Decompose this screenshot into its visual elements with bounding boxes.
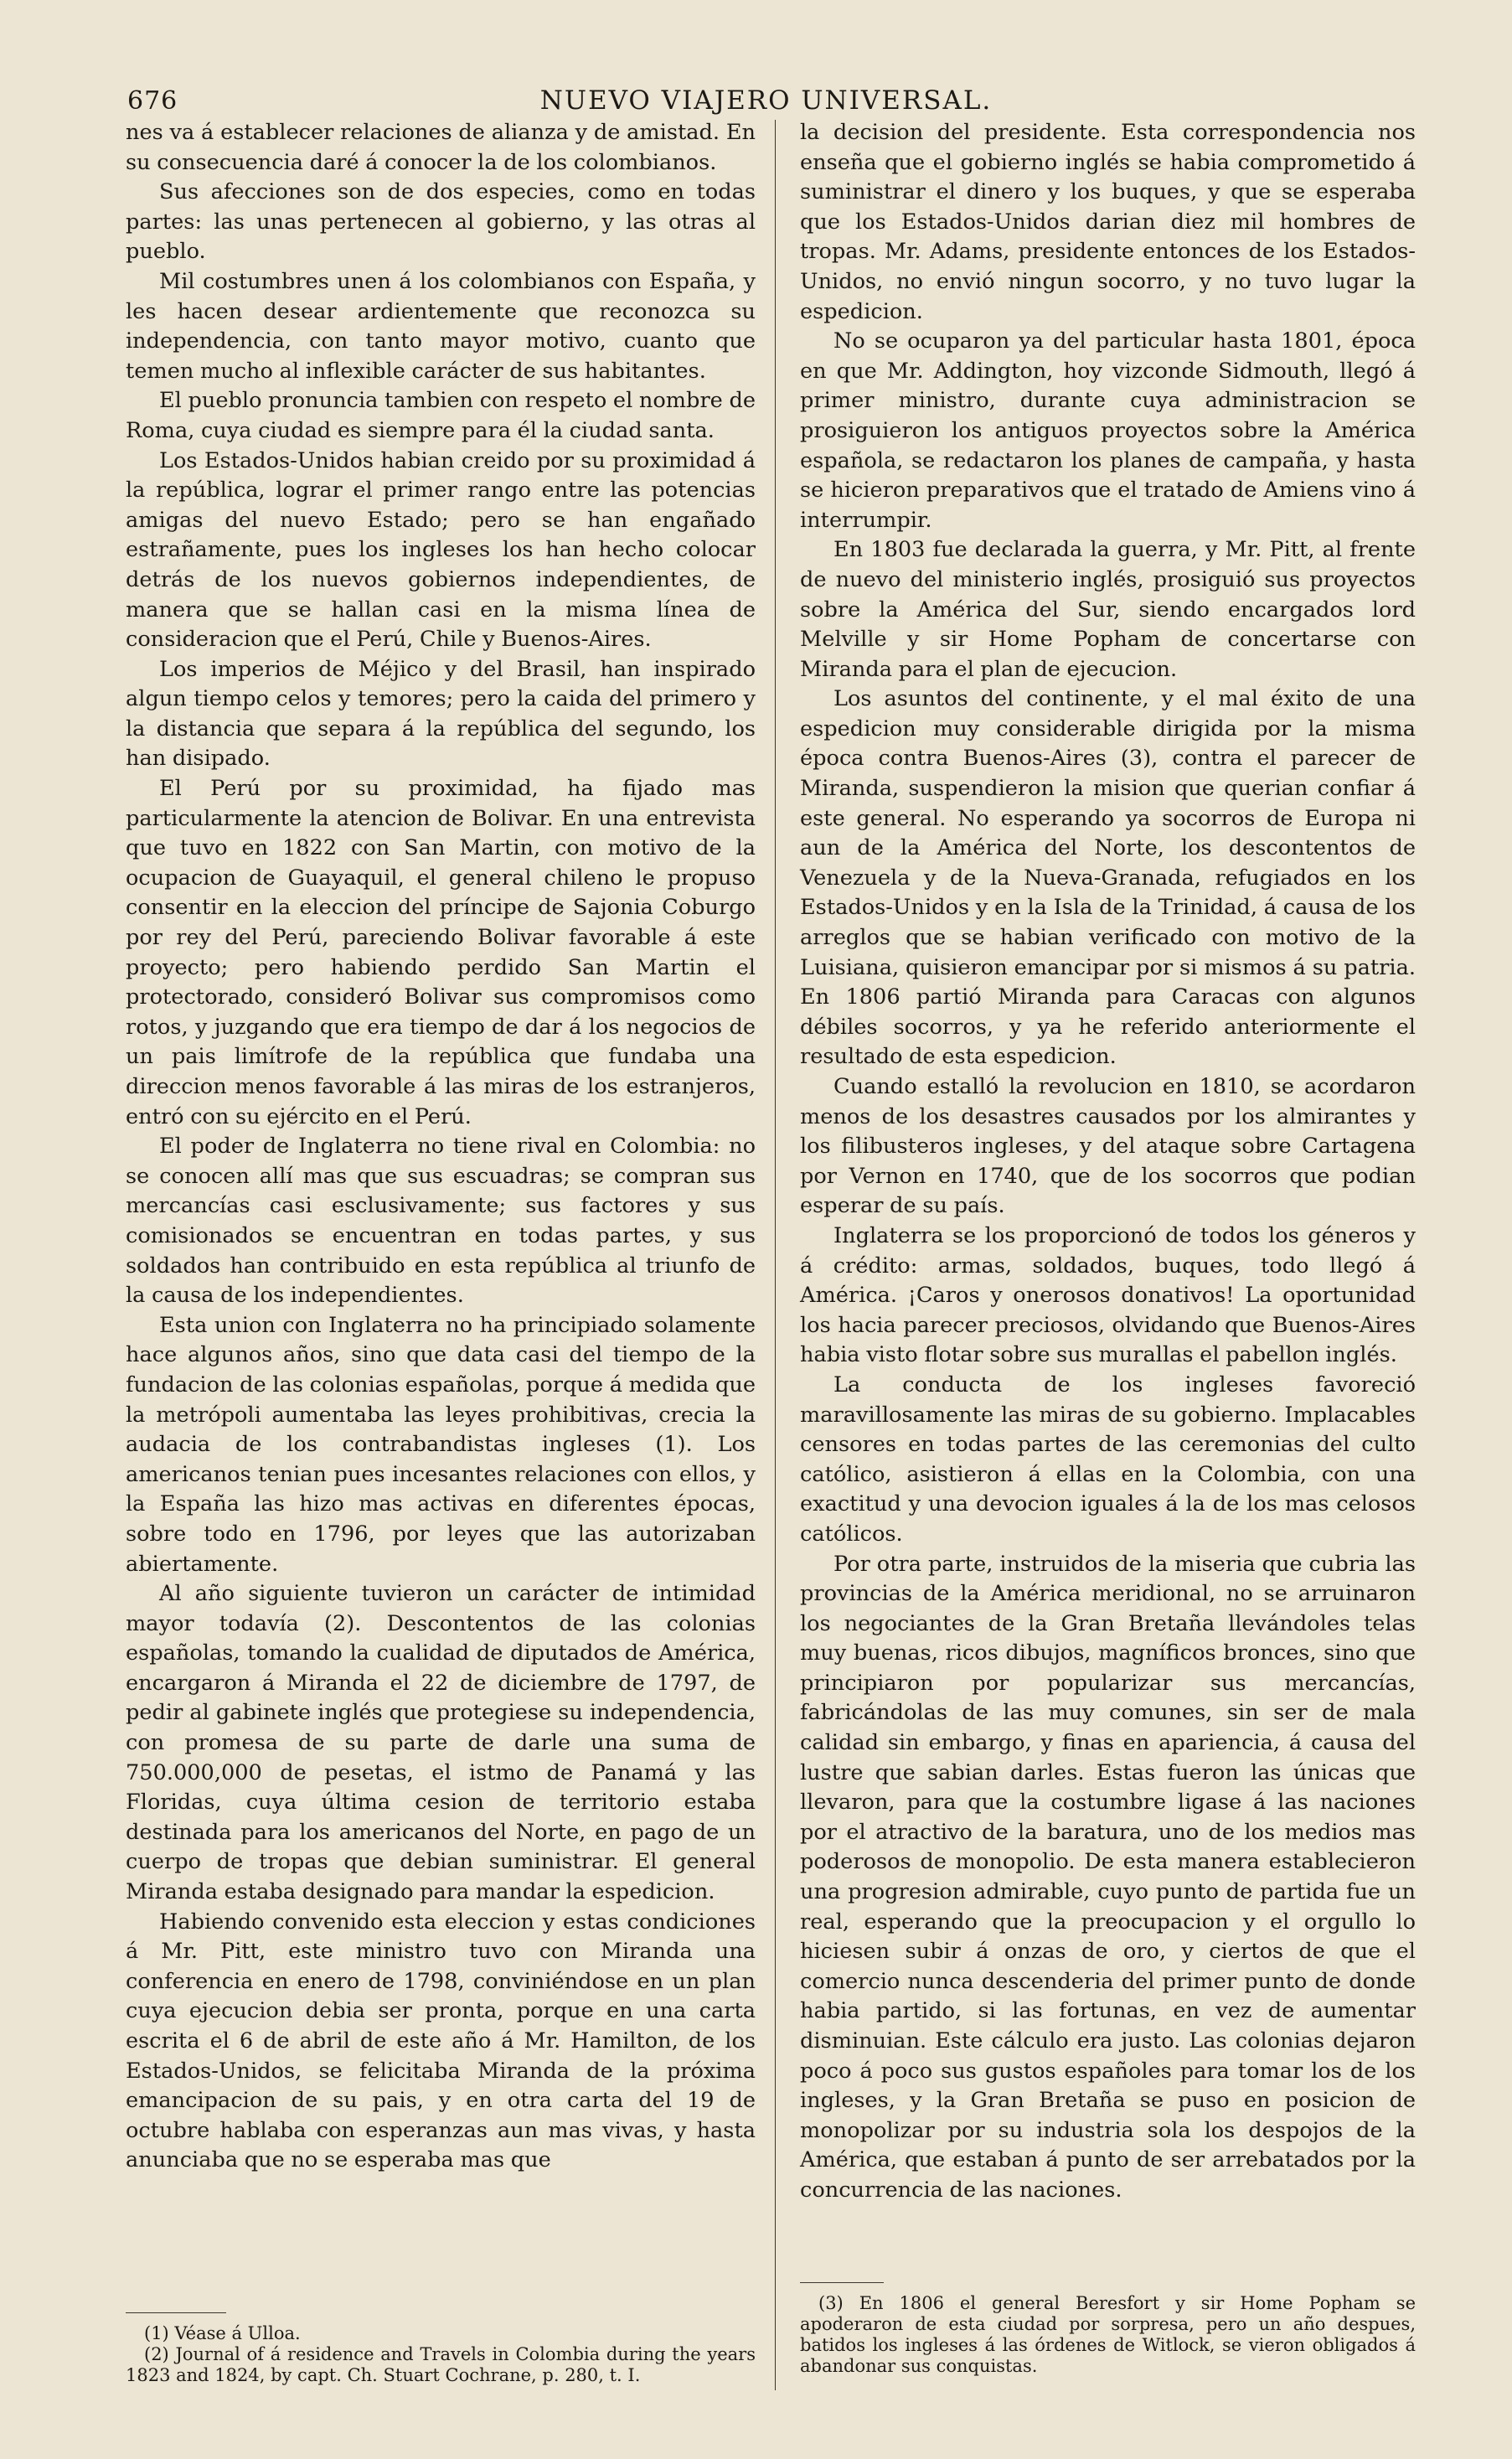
paragraph: Mil costumbres unen á los colombianos con España, y les hacen desear ardientemente que reconozca su independencia, con tanto mayor motivo, cuanto que temen mucho al inflexible carácter de sus habitantes. [126, 268, 756, 384]
paragraph: Cuando estalló la revolucion en 1810, se acordaron menos de los desastres causados por los almirantes y los filibusteros ingleses, y del ataque sobre Cartagena por Vernon en 1740, que de los socorros que podian esperar de su país. [800, 1074, 1416, 1219]
paragraph: No se ocuparon ya del particular hasta 1801, época en que Mr. Addington, hoy vizconde Sidmouth, llegó á primer ministro, durante cuya administracion se prosiguieron los antiguos proyectos sobre la América española, se redactaron los planes de campaña, y hasta se hicieron preparativos que el tratado de Amiens vino á interrumpir. [800, 328, 1416, 533]
paragraph: Los asuntos del continente, y el mal éxito de una espedicion muy considerable dirigida por la misma época contra Buenos-Aires (3), contra el parecer de Miranda, suspendieron la mision que querian confiar á este general. No esperando ya socorros de Europa ni aun de la América del Norte, los descontentos de Venezuela y de la Nueva-Granada, refugiados en los Estados-Unidos y en la Isla de la Trinidad, á causa de los arreglos que se habian verificado con motivo de la Luisiana, quisieron emancipar por si mismos á su patria. En 1806 partió Miranda para Caracas con algunos débiles socorros, y ya he referido anteriormente el resultado de esta espedicion. [800, 686, 1416, 1070]
paragraph: Sus afecciones son de dos especies, como en todas partes: las unas pertenecen al gobierno, y las otras al pueblo. [126, 179, 756, 265]
footnotes-right [800, 2267, 1416, 2377]
paragraph: El poder de Inglaterra no tiene rival en Colombia: no se conocen allí mas que sus escuadras; se compran sus mercancías casi esclusivamente; sus factores y sus comisionados se encuentran en todas partes, y sus soldados han contribuido en esta república al triunfo de la causa de los independientes. [126, 1134, 756, 1309]
paragraph: Inglaterra se los proporcionó de todos los géneros y á crédito: armas, soldados, buques, todo llegó á América. ¡Caros y onerosos donativos! La oportunidad los hacia parecer preciosos, olvidando que Buenos-Aires habia visto flotar sobre sus murallas el pabellon inglés. [800, 1222, 1416, 1368]
footnote: (1) Véase á Ulloa. [144, 2323, 301, 2343]
paragraph: El pueblo pronuncia tambien con respeto el nombre de Roma, cuya ciudad es siempre para él la ciudad santa. [126, 388, 756, 443]
paragraph: El Perú por su proximidad, ha fijado mas particularmente la atencion de Bolivar. En una entrevista que tuvo en 1822 con San Martin, con motivo de la ocupacion de Guayaquil, el general chileno le propuso consentir en la eleccion del príncipe de Sajonia Coburgo por rey del Perú, pareciendo Bolivar favorable á este proyecto; pero habiendo perdido San Martin el protectorado, consideró Bolivar sus compromisos como rotos, y juzgando que era tiempo de dar á los negocios de un pais limítrofe de la república que fundaba una direccion menos favorable á las miras de los estranjeros, entró con su ejército en el Perú. [126, 776, 756, 1129]
footnote-rule [126, 2312, 226, 2313]
paragraph: la decision del presidente. Esta correspondencia nos enseña que el gobierno inglés se habia comprometido á suministrar el dinero y los buques, y que se esperaba que los Estados-Unidos darian diez mil hombres de tropas. Mr. Adams, presidente entonces de los Estados-Unidos, no envió ningun socorro, y no tuvo lugar la espedicion. [800, 120, 1416, 324]
footnote: (2) Journal of á residence and Travels in Colombia during the years 1823 and 1824, by capt. Ch. Stuart Cochrane, p. 280, t. I. [126, 2344, 756, 2385]
left-text-column [126, 118, 756, 2176]
paragraph: Los imperios de Méjico y del Brasil, han inspirado algun tiempo celos y temores; pero la caida del primero y la distancia que separa á la república del segundo, los han disipado. [126, 656, 756, 772]
page-number: 676 [127, 86, 178, 116]
paragraph: Los Estados-Unidos habian creido por su proximidad á la república, lograr el primer rango entre las potencias amigas del nuevo Estado; pero se han engañado estrañamente, pues los ingleses los han hecho colocar detrás de los nuevos gobiernos independientes, de manera que se hallan casi en la misma línea de consideracion que el Perú, Chile y Buenos-Aires. [126, 447, 756, 653]
footnotes-left [126, 2297, 756, 2386]
page-header [127, 72, 1405, 116]
paragraph: Por otra parte, instruidos de la miseria que cubria las provincias de la América meridional, no se arruinaron los negociantes de la Gran Bretaña llevándoles telas muy buenas, ricos dibujos, magníficos bronces, sino que principiaron por popularizar sus mercancías, fabricándolas de las muy comunes, sin ser de mala calidad sin embargo, y finas en apariencia, á causa del lustre que sabian darles. Estas fueron las únicas que llevaron, para que la costumbre ligase á las naciones por el atractivo de la baratura, uno de los medios mas poderosos de monopolio. De esta manera establecieron una progresion admirable, cuyo punto de partida fue un real, esperando que la preocupacion y el orgullo lo hiciesen subir á onzas de oro, y ciertos de que el comercio nunca descenderia del primer punto de donde habia partido, si las fortunas, en vez de aumentar disminuian. Este cálculo era justo. Las colonias dejaron poco á poco sus gustos españoles para tomar los de los ingleses, y la Gran Bretaña se puso en posicion de monopolizar por su industria sola los despojos de la América, que estaban á punto de ser arrebatados por la concurrencia de las naciones. [800, 1551, 1416, 2203]
paragraph: La conducta de los ingleses favoreció maravillosamente las miras de su gobierno. Implacables censores en todas partes de las ceremonias del culto católico, asistieron á ellas en la Colombia, con una exactitud y una devocion iguales á la de los mas celosos católicos. [800, 1372, 1416, 1547]
paragraph: nes va á establecer relaciones de alianza y de amistad. En su consecuencia daré á conocer la de los colombianos. [126, 120, 756, 175]
paragraph: En 1803 fue declarada la guerra, y Mr. Pitt, al frente de nuevo del ministerio inglés, prosiguió sus proyectos sobre la América del Sur, siendo encargados lord Melville y sir Home Popham de concertarse con Miranda para el plan de ejecucion. [800, 537, 1416, 682]
column-divider [775, 120, 776, 2390]
paragraph: Al año siguiente tuvieron un carácter de intimidad mayor todavía (2). Descontentos de las colonias españolas, tomando la cualidad de diputados de América, encargaron á Miranda el 22 de diciembre de 1797, de pedir al gabinete inglés que protegiese su independencia, con promesa de su parte de darle una suma de 750.000,000 de pesetas, el istmo de Panamá y las Floridas, cuya última cesion de territorio estaba destinada para los americanos del Norte, en pago de un cuerpo de tropas que debian suministrar. El general Miranda estaba designado para mandar la espedicion. [126, 1581, 756, 1905]
paragraph: Esta union con Inglaterra no ha principiado solamente hace algunos años, sino que data casi del tiempo de la fundacion de las colonias españolas, porque á medida que la metrópoli aumentaba las leyes prohibitivas, crecia la audacia de los contrabandistas ingleses (1). Los americanos tenian pues incesantes relaciones con ellos, y la España las hizo mas activas en diferentes épocas, sobre todo en 1796, por leyes que las autorizaban abiertamente. [126, 1312, 756, 1577]
right-text-column [800, 118, 1416, 2206]
running-title: NUEVO VIAJERO UNIVERSAL. [539, 85, 993, 116]
footnote-rule [800, 2282, 884, 2283]
footnote: (3) En 1806 el general Beresfort y sir Home Popham se apoderaron de esta ciudad por sorpresa, pero un año despues, batidos los ingleses á las órdenes de Witlock, se vieron obligados á abandonar sus conquistas. [800, 2293, 1416, 2376]
paragraph: Habiendo convenido esta eleccion y estas condiciones á Mr. Pitt, este ministro tuvo con Miranda una conferencia en enero de 1798, conviniéndose en un plan cuya ejecucion debia ser pronta, porque en una carta escrita el 6 de abril de este año á Mr. Hamilton, de los Estados-Unidos, se felicitaba Miranda de la próxima emancipacion de su pais, y en otra carta del 19 de octubre hablaba con esperanzas aun mas vivas, y hasta anunciaba que no se esperaba mas que [126, 1909, 756, 2173]
